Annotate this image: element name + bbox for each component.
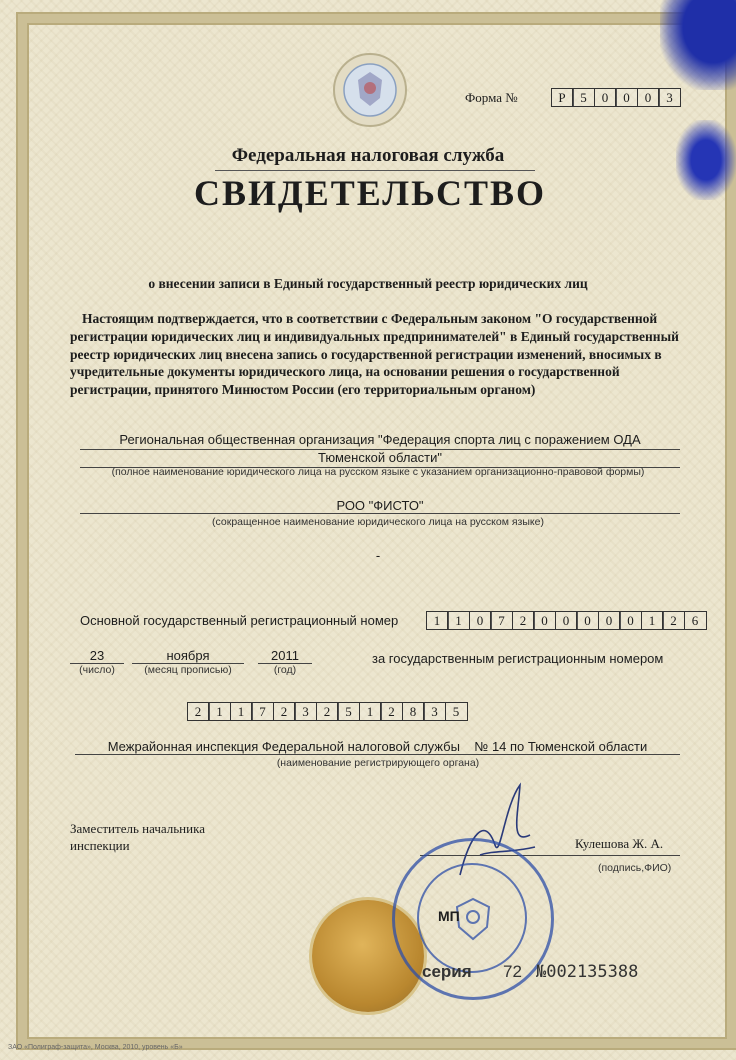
org-full-name [80,432,680,468]
signatory-name: Кулешова Ж. А. [575,836,664,851]
authority-caption: (наименование регистрирующего органа) [276,757,480,769]
org-full-name-line2: Тюменской области" [80,450,680,468]
date-year-caption: (год) [273,664,297,676]
ogrn-digit-box: 0 [533,611,556,630]
reg-number-digit-box: 1 [359,702,382,721]
ogrn-digit-box: 0 [555,611,578,630]
date-day [70,648,124,676]
org-full-caption: (полное наименование юридического лица на русском языке с указанием организационно-правовой формы) [111,466,645,478]
ogrn-digit-box: 2 [512,611,535,630]
series-label: серия [422,962,472,981]
signatory-caption: (подпись,ФИО) [598,862,672,874]
body-text: Настоящим подтверждается, что в соответствии с Федеральным законом "О государственной регистрации юридических лиц и индивидуальных предпринимателей" в Единый государственный реестр юридических лиц внесена запись о государственной регистрации изменений, вносимых в учредительные документы юридического лица, на основании решения о государственной регистрации, принятого Минюстом России (его территориальным органом) [70,311,679,398]
emblem-hologram-icon [330,50,410,130]
reg-number-digit-box: 8 [402,702,425,721]
ink-blot-icon [660,0,736,90]
date-year [258,648,312,676]
ogrn-boxes [427,611,707,630]
printer-footer: ЗАО «Полиграф-защита», Москва, 2010, уровень «Б» [8,1044,183,1051]
reg-number-digit-box: 3 [423,702,446,721]
form-number-digit-box: 0 [594,88,617,107]
date-year-value: 2011 [258,648,312,664]
ink-blot-small-icon [676,120,736,200]
form-label: Форма № [465,90,518,105]
date-month-caption: (месяц прописью) [144,664,232,676]
signatory-position-line1: Заместитель начальника [70,821,205,836]
form-number-digit-box: 5 [572,88,595,107]
reg-number-digit-box: 5 [337,702,360,721]
reg-number-boxes [188,702,468,721]
reg-number-label: за государственным регистрационным номером [372,651,664,666]
ogrn-digit-box: 0 [469,611,492,630]
reg-number-digit-box: 7 [251,702,274,721]
agency-name: Федеральная налоговая служба [231,145,505,166]
official-stamp-icon [392,838,554,1000]
ogrn-digit-box: 1 [447,611,470,630]
page-title: СВИДЕТЕЛЬСТВО [193,173,547,213]
reg-number-digit-box: 3 [294,702,317,721]
reg-number-digit-box: 2 [316,702,339,721]
form-number-digit-box: 0 [637,88,660,107]
empty-dash: - [375,548,381,563]
date-day-value: 23 [70,648,124,664]
form-number-digit-box: Р [551,88,574,107]
signatory-position-line2: инспекции [70,837,130,853]
form-number-boxes [552,88,681,107]
date-day-caption: (число) [79,664,115,676]
stamp-mp-label: МП [438,908,460,924]
series-code: 72 [503,962,522,981]
reg-number-digit-box: 2 [187,702,210,721]
org-full-name-line1: Региональная общественная организация "Федерация спорта лиц с поражением ОДА [80,432,680,450]
form-number-digit-box: 0 [615,88,638,107]
ogrn-digit-box: 1 [641,611,664,630]
form-number-digit-box: 3 [658,88,681,107]
org-short-caption: (сокращенное наименование юридического лица на русском языке) [212,516,544,528]
ogrn-digit-box: 0 [619,611,642,630]
ogrn-digit-box: 0 [576,611,599,630]
authority-name: Межрайонная инспекция Федеральной налоговой службы № 14 по Тюменской области [75,739,680,755]
org-short-name: РОО "ФИСТО" [80,498,680,514]
reg-number-digit-box: 1 [208,702,231,721]
series-number: №002135388 [536,962,639,982]
reg-number-digit-box: 1 [230,702,253,721]
signatory-position [70,821,205,855]
date-month [132,648,244,676]
ogrn-digit-box: 6 [684,611,707,630]
ogrn-digit-box: 2 [662,611,685,630]
date-month-value: ноября [132,648,244,664]
reg-number-digit-box: 2 [273,702,296,721]
agency-underline [215,170,535,171]
reg-number-digit-box: 5 [445,702,468,721]
ogrn-digit-box: 1 [426,611,449,630]
ogrn-label: Основной государственный регистрационный номер [80,613,399,628]
subtitle: о внесении записи в Единый государственный реестр юридических лиц [148,276,588,291]
ogrn-digit-box: 7 [490,611,513,630]
ogrn-digit-box: 0 [598,611,621,630]
reg-number-digit-box: 2 [380,702,403,721]
